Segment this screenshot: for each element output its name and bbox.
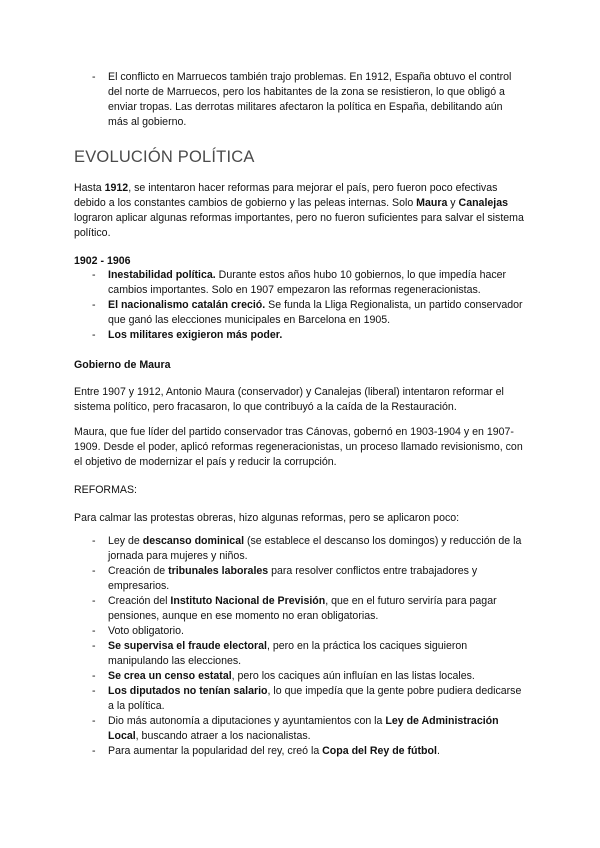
text-run: para resolver conflictos entre trabajadores y empresarios. bbox=[108, 565, 478, 592]
list-item bbox=[74, 298, 530, 328]
bullet-dash: - bbox=[92, 565, 96, 577]
bold-run: Canalejas bbox=[458, 197, 509, 209]
bold-run: descanso dominical bbox=[142, 535, 245, 547]
bullet-dash: - bbox=[92, 595, 96, 607]
text-run: Ley de bbox=[108, 535, 143, 547]
text-run: lograron aplicar algunas reformas importantes, pero no fueron suficientes para salvar el sistema político. bbox=[74, 212, 524, 239]
maura-paragraph-1: Entre 1907 y 1912, Antonio Maura (conservador) y Canalejas (liberal) intentaron reformar el sistema político, pero fracasaron, lo que contribuyó a la caída de la Restauración. bbox=[74, 386, 504, 413]
list-item bbox=[74, 624, 526, 639]
list-item bbox=[74, 534, 526, 564]
text-run: Se funda la Lliga Regionalista, un partido conservador que ganó las elecciones municipales en Barcelona en 1905. bbox=[108, 299, 523, 326]
maura-paragraph-2: Maura, que fue líder del partido conservador tras Cánovas, gobernó en 1903-1904 y en 1907-1909. Desde el poder, aplicó reformas regeneracionistas, un proceso llamado revisionismo, con el objetivo de modernizar el país y reducir la corrupción. bbox=[74, 426, 523, 468]
bold-run: Se supervisa el fraude electoral bbox=[108, 640, 267, 652]
bullet-dash: - bbox=[92, 329, 96, 341]
bullet-dash: - bbox=[92, 685, 96, 697]
bullet-dash: - bbox=[92, 745, 96, 757]
bold-run: Maura bbox=[416, 197, 448, 209]
text-run: , buscando atraer a los nacionalistas. bbox=[135, 730, 311, 742]
list-item bbox=[74, 564, 526, 594]
text-run: Dio más autonomía a diputaciones y ayuntamientos con la bbox=[108, 715, 386, 727]
bullet-dash: - bbox=[92, 71, 96, 83]
text-run: , pero los caciques aún influían en las listas locales. bbox=[231, 670, 475, 682]
section-heading: EVOLUCIÓN POLÍTICA bbox=[74, 148, 255, 166]
bullet-dash: - bbox=[92, 299, 96, 311]
intro-bullet-list bbox=[74, 70, 524, 130]
list-item bbox=[74, 328, 530, 343]
period-title: 1902 - 1906 bbox=[74, 255, 131, 267]
bold-run: Los diputados no tenían salario bbox=[108, 685, 268, 697]
text-run: , se intentaron hacer reformas para mejorar el país, pero fueron poco efectivas debido a los constantes cambios de gobierno y las peleas internas. Solo bbox=[74, 182, 498, 209]
bold-run: Copa del Rey de fútbol bbox=[322, 745, 437, 757]
maura-title: Gobierno de Maura bbox=[74, 359, 171, 371]
bold-run: Ley de Administración Local bbox=[108, 715, 499, 742]
text-run: , que en el futuro serviría para pagar pensiones, aunque en ese momento no eran obligatorias. bbox=[108, 595, 497, 622]
bullet-text: El conflicto en Marruecos también trajo problemas. En 1912, España obtuvo el control del norte de Marruecos, pero los habitantes de la zona se resistieron, lo que obligó a enviar tropas. Las derrotas militares afectaron la política en España, debilitando aún más al gobierno. bbox=[108, 71, 512, 128]
list-item bbox=[74, 268, 530, 298]
bullet-dash: - bbox=[92, 715, 96, 727]
bold-run: Los militares exigieron más poder. bbox=[108, 329, 283, 341]
bold-run: El nacionalismo catalán creció. bbox=[108, 299, 266, 311]
text-run: Creación de bbox=[108, 565, 169, 577]
bold-run: Inestabilidad política. bbox=[108, 269, 216, 281]
list-item bbox=[74, 639, 526, 669]
text-run: Durante estos años hubo 10 gobiernos, lo que impedía hacer cambios importantes. Solo en 1907 empezaron las reformas regeneracionistas. bbox=[108, 269, 507, 296]
list-item bbox=[74, 714, 526, 744]
text-run: , lo que impedía que la gente pobre pudiera dedicarse a la política. bbox=[108, 685, 522, 712]
period-list bbox=[74, 268, 530, 343]
bold-run: Se crea un censo estatal bbox=[108, 670, 232, 682]
text-run: Hasta bbox=[74, 182, 105, 194]
bullet-dash: - bbox=[92, 535, 96, 547]
bullet-dash: - bbox=[92, 640, 96, 652]
text-run: Voto obligatorio. bbox=[108, 625, 184, 637]
intro-paragraph bbox=[74, 181, 530, 241]
text-run: . bbox=[436, 745, 440, 757]
text-run: Para aumentar la popularidad del rey, creó la bbox=[108, 745, 323, 757]
reformas-title: REFORMAS: bbox=[74, 484, 137, 496]
list-item bbox=[74, 70, 524, 130]
bold-run: 1912 bbox=[104, 182, 129, 194]
list-item bbox=[74, 744, 526, 759]
text-run: , pero en la práctica los caciques siguieron manipulando las elecciones. bbox=[108, 640, 468, 667]
text-run: Creación del bbox=[108, 595, 171, 607]
list-item bbox=[74, 684, 526, 714]
bullet-dash: - bbox=[92, 269, 96, 281]
text-run: y bbox=[447, 197, 459, 209]
list-item bbox=[74, 669, 526, 684]
bullet-dash: - bbox=[92, 625, 96, 637]
bold-run: Instituto Nacional de Previsión bbox=[170, 595, 326, 607]
bullet-dash: - bbox=[92, 670, 96, 682]
text-run: (se establece el descanso los domingos) y reducción de la jornada para mujeres y niños. bbox=[108, 535, 522, 562]
reformas-list bbox=[74, 534, 526, 759]
list-item bbox=[74, 594, 526, 624]
reformas-intro: Para calmar las protestas obreras, hizo algunas reformas, pero se aplicaron poco: bbox=[74, 512, 460, 524]
bold-run: tribunales laborales bbox=[168, 565, 269, 577]
